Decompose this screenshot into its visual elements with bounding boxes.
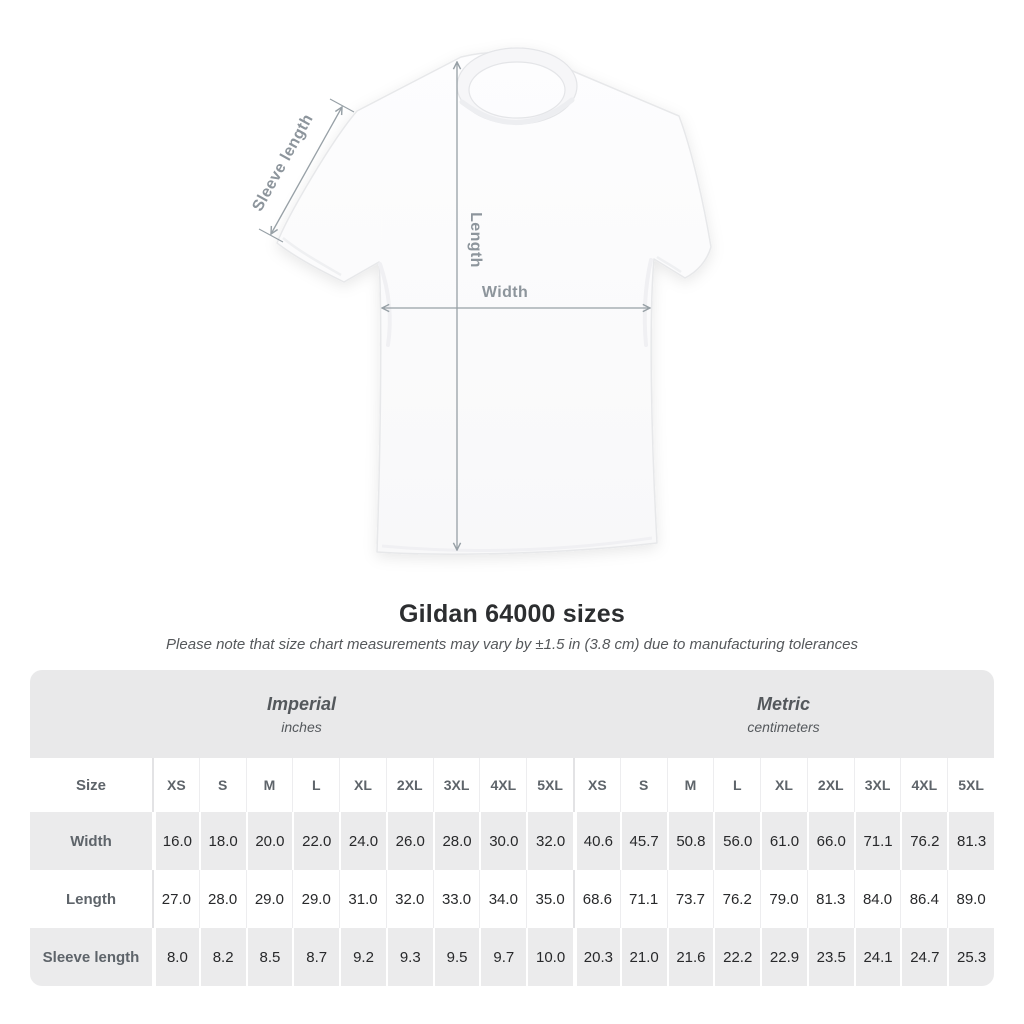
value-cell: 56.0 [713, 812, 760, 870]
value-cell: 8.5 [246, 928, 293, 986]
size-col-imperial-m: M [246, 758, 293, 812]
value-cell: 34.0 [479, 870, 526, 928]
value-cell: 28.0 [199, 870, 246, 928]
size-col-imperial-s: S [199, 758, 246, 812]
value-cell: 40.6 [573, 812, 620, 870]
imperial-header [30, 670, 573, 758]
value-cell: 20.3 [573, 928, 620, 986]
value-cell: 84.0 [854, 870, 901, 928]
value-cell: 66.0 [807, 812, 854, 870]
value-cell: 21.6 [667, 928, 714, 986]
value-cell: 23.5 [807, 928, 854, 986]
value-cell: 81.3 [807, 870, 854, 928]
value-cell: 45.7 [620, 812, 667, 870]
size-col-imperial-3xl: 3XL [433, 758, 480, 812]
sleeve-length-label: Sleeve length [249, 111, 317, 215]
value-cell: 79.0 [760, 870, 807, 928]
value-cell: 81.3 [947, 812, 994, 870]
value-cell: 22.2 [713, 928, 760, 986]
size-col-imperial-4xl: 4XL [479, 758, 526, 812]
size-col-metric-3xl: 3XL [854, 758, 901, 812]
value-cell: 10.0 [526, 928, 573, 986]
value-cell: 28.0 [433, 812, 480, 870]
unit-header-band [30, 670, 994, 758]
length-label: Length [467, 212, 484, 268]
imperial-unit: inches [281, 718, 322, 735]
value-cell: 61.0 [760, 812, 807, 870]
value-cell: 16.0 [152, 812, 199, 870]
value-cell: 71.1 [854, 812, 901, 870]
size-table-grid [30, 758, 994, 986]
value-cell: 76.2 [900, 812, 947, 870]
measurement-row-sleeve-length [30, 928, 994, 986]
size-col-imperial-2xl: 2XL [386, 758, 433, 812]
value-cell: 29.0 [292, 870, 339, 928]
value-cell: 8.2 [199, 928, 246, 986]
value-cell: 68.6 [573, 870, 620, 928]
size-col-imperial-l: L [292, 758, 339, 812]
value-cell: 9.2 [339, 928, 386, 986]
size-header-row [30, 758, 994, 812]
size-col-metric-m: M [667, 758, 714, 812]
value-cell: 31.0 [339, 870, 386, 928]
size-col-imperial-xs: XS [152, 758, 199, 812]
tshirt-graphic [277, 48, 711, 554]
value-cell: 9.3 [386, 928, 433, 986]
value-cell: 24.1 [854, 928, 901, 986]
value-cell: 73.7 [667, 870, 714, 928]
value-cell: 24.7 [900, 928, 947, 986]
value-cell: 24.0 [339, 812, 386, 870]
value-cell: 22.0 [292, 812, 339, 870]
value-cell: 9.5 [433, 928, 480, 986]
value-cell: 30.0 [479, 812, 526, 870]
value-cell: 21.0 [620, 928, 667, 986]
value-cell: 33.0 [433, 870, 480, 928]
imperial-label: Imperial [266, 693, 337, 714]
metric-header [573, 670, 994, 758]
row-label: Width [70, 832, 112, 850]
value-cell: 50.8 [667, 812, 714, 870]
width-label: Width [481, 284, 529, 301]
size-col-metric-4xl: 4XL [900, 758, 947, 812]
page-title: Gildan 64000 sizes [399, 600, 625, 628]
value-cell: 26.0 [386, 812, 433, 870]
measurement-row-length [30, 870, 994, 928]
size-col-metric-l: L [713, 758, 760, 812]
size-col-imperial-xl: XL [339, 758, 386, 812]
value-cell: 18.0 [199, 812, 246, 870]
size-column-header: Size [75, 776, 106, 794]
value-cell: 89.0 [947, 870, 994, 928]
value-cell: 86.4 [900, 870, 947, 928]
size-col-metric-xs: XS [573, 758, 620, 812]
value-cell: 32.0 [386, 870, 433, 928]
measurement-row-width [30, 812, 994, 870]
size-col-metric-5xl: 5XL [947, 758, 994, 812]
value-cell: 25.3 [947, 928, 994, 986]
value-cell: 29.0 [246, 870, 293, 928]
tolerance-note: Please note that size chart measurements may vary by ±1.5 in (3.8 cm) due to manufacturing tolerances [166, 636, 858, 653]
size-col-metric-2xl: 2XL [807, 758, 854, 812]
value-cell: 32.0 [526, 812, 573, 870]
value-cell: 71.1 [620, 870, 667, 928]
value-cell: 27.0 [152, 870, 199, 928]
size-col-metric-s: S [620, 758, 667, 812]
row-label: Length [66, 890, 116, 908]
value-cell: 35.0 [526, 870, 573, 928]
row-label: Sleeve length [42, 948, 140, 966]
size-col-imperial-5xl: 5XL [526, 758, 573, 812]
value-cell: 76.2 [713, 870, 760, 928]
value-cell: 20.0 [246, 812, 293, 870]
metric-label: Metric [756, 693, 810, 714]
metric-unit: centimeters [747, 718, 820, 735]
heading-block [0, 600, 1024, 653]
size-col-metric-xl: XL [760, 758, 807, 812]
value-cell: 8.0 [152, 928, 199, 986]
value-cell: 22.9 [760, 928, 807, 986]
value-cell: 8.7 [292, 928, 339, 986]
sleeve-arrow-end-tick [330, 99, 354, 112]
size-chart-table [30, 670, 994, 986]
value-cell: 9.7 [479, 928, 526, 986]
